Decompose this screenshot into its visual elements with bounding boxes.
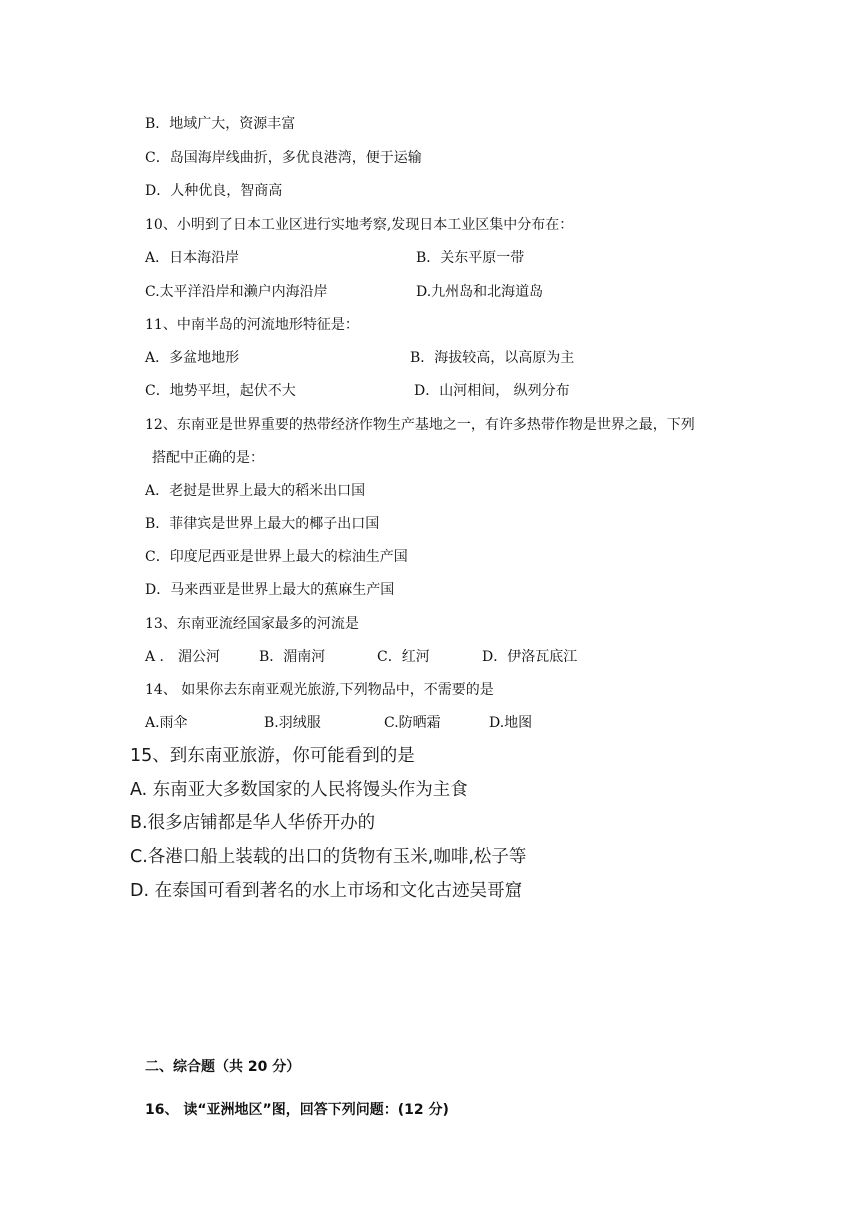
q15-stem: 15、到东南亚旅游，你可能看到的是 <box>130 746 415 766</box>
q11-option-a: A．多盆地地形 <box>145 350 240 366</box>
q9-option-b: B．地域广大，资源丰富 <box>145 116 296 132</box>
section-heading: 二、综合题（共 20 分） <box>145 1059 301 1075</box>
q12-option-b: B．菲律宾是世界上最大的椰子出口国 <box>145 516 380 532</box>
q14-stem: 14、 如果你去东南亚观光旅游,下列物品中，不需要的是 <box>145 682 494 698</box>
q14-option-c: C.防晒霜 <box>384 715 441 731</box>
q10-option-c: C.太平洋沿岸和濑户内海沿岸 <box>145 284 328 300</box>
q10-option-d: D.九州岛和北海道岛 <box>416 284 544 300</box>
q11-option-c: C．地势平坦，起伏不大 <box>145 383 296 399</box>
q11-stem: 11、中南半岛的河流地形特征是： <box>145 317 359 333</box>
q12-option-d: D．马来西亚是世界上最大的蕉麻生产国 <box>145 582 395 598</box>
q10-option-a: A．日本海沿岸 <box>145 250 240 266</box>
q12-option-a: A．老挝是世界上最大的稻米出口国 <box>145 483 366 499</box>
q10-option-b: B．关东平原一带 <box>416 250 525 266</box>
q16-stem: 16、 读“亚洲地区”图，回答下列问题：(12 分) <box>145 1102 449 1118</box>
q11-option-b: B．海拔较高，以高原为主 <box>410 350 575 366</box>
q12-stem-line2: 搭配中正确的是： <box>152 450 264 466</box>
q9-option-c: C．岛国海岸线曲折，多优良港湾，便于运输 <box>145 150 422 166</box>
q14-option-b: B.羽绒服 <box>264 715 321 731</box>
q13-option-d: D．伊洛瓦底江 <box>482 649 578 665</box>
q13-option-b: B．湄南河 <box>259 649 326 665</box>
q10-stem: 10、小明到了日本工业区进行实地考察,发现日本工业区集中分布在： <box>145 217 574 233</box>
q13-stem: 13、东南亚流经国家最多的河流是 <box>145 616 359 632</box>
q12-stem-line1: 12、东南亚是世界重要的热带经济作物生产基地之一，有许多热带作物是世界之最，下列 <box>145 417 695 433</box>
q15-option-a: A. 东南亚大多数国家的人民将馒头作为主食 <box>130 780 468 800</box>
q9-option-d: D．人种优良，智商高 <box>145 183 283 199</box>
q12-option-c: C．印度尼西亚是世界上最大的棕油生产国 <box>145 549 408 565</box>
q14-option-d: D.地图 <box>489 715 533 731</box>
q13-option-a: A ． 湄公河 <box>145 649 221 665</box>
q11-option-d: D．山河相间， 纵列分布 <box>414 383 570 399</box>
q14-option-a: A.雨伞 <box>145 715 188 731</box>
q13-option-c: C．红河 <box>377 649 430 665</box>
q15-option-b: B.很多店铺都是华人华侨开办的 <box>130 813 376 833</box>
q15-option-c: C.各港口船上装载的出口的货物有玉米,咖啡,松子等 <box>130 847 527 867</box>
q15-option-d: D. 在泰国可看到著名的水上市场和文化古迹吴哥窟 <box>130 881 523 901</box>
